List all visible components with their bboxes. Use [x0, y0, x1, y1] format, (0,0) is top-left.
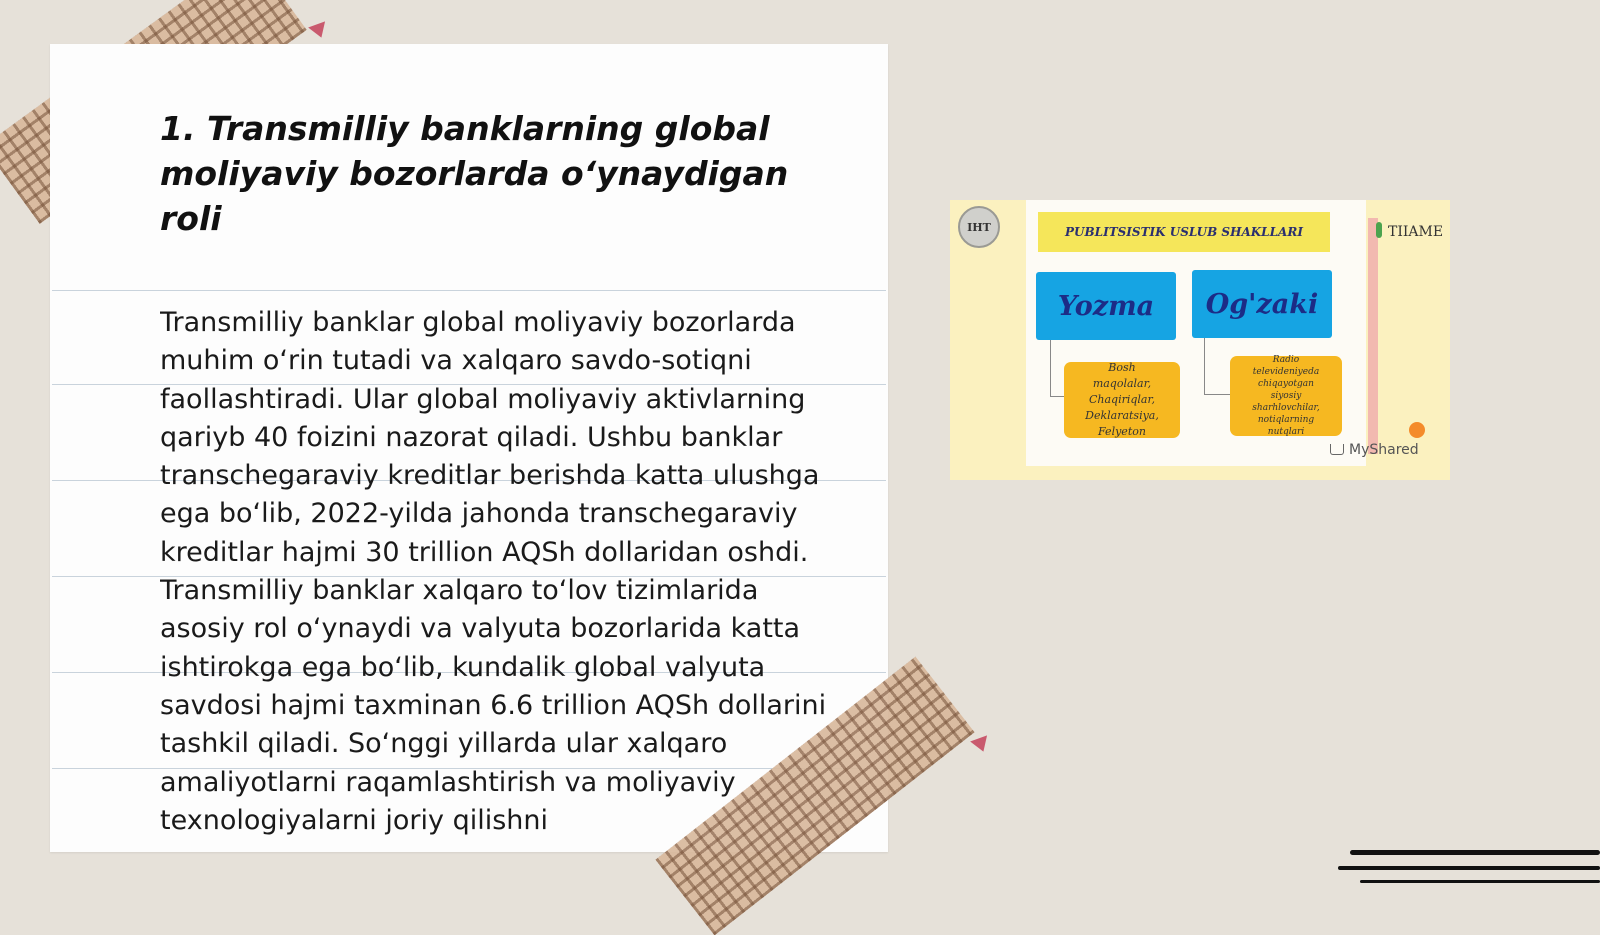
pin-icon: [308, 21, 330, 40]
pin-icon: [970, 735, 992, 754]
diagram-title: PUBLITSISTIK USLUB SHAKLLARI: [1038, 212, 1330, 252]
leaf-icon: [1376, 222, 1382, 238]
slide-body-text: Transmilliy banklar global moliyaviy bozorlarda muhim o‘rin tutadi va xalqaro savdo-sotiqni faollashtiradi. Ular global moliyaviy aktivlarning qariyb 40 foizini nazorat qiladi. Ushbu banklar transchegaraviy kreditlar berishda katta ulushga ega bo‘lib, 2022-yilda jahonda transchegaraviy kreditlar hajmi 30 trillion AQSh dollaridan oshdi. Transmilliy banklar xalqaro to‘lov tizimlarida asosiy rol o‘ynaydi va valyuta bozorlarida katta ishtirokga ega bo‘lib, kundalik global valyuta savdosi hajmi taxminan 6.6 trillion AQSh dollarini tashkil qiladi. So‘nggi yillarda ular xalqaro amaliyotlarni raqamlashtirish va moliyaviy texnologiyalarni joriy qilishni: [160, 307, 827, 836]
cart-icon: [1330, 444, 1344, 455]
embedded-diagram-image: [950, 200, 1450, 480]
diagram-box-written: Yozma: [1036, 272, 1176, 340]
brand-text: TIIAME: [1388, 224, 1444, 240]
ruled-line: [52, 290, 886, 291]
diagram-box-oral: Og'zaki: [1192, 270, 1332, 338]
institute-logo: IHT: [958, 206, 1000, 248]
scribble-stroke: [1360, 880, 1600, 883]
connector-line: [1050, 340, 1065, 397]
pink-divider: [1368, 218, 1378, 454]
watermark: [1330, 442, 1419, 458]
orange-dot: [1409, 422, 1425, 438]
diagram-subbox-oral: Radio televideniyeda chiqayotgan siyosiy sharhlovchilar, notiqlarning nutqlari: [1230, 356, 1342, 436]
watermark-text: MyShared: [1349, 442, 1419, 458]
scribble-stroke: [1350, 850, 1600, 855]
diagram-subbox-written: Bosh maqolalar, Chaqiriqlar, Deklaratsiya, Felyeton: [1064, 362, 1180, 438]
slide-title: 1. Transmilliy banklarning global moliyaviy bozorlarda o‘ynaydigan roli: [160, 109, 789, 238]
scribble-stroke: [1338, 866, 1600, 870]
connector-line: [1204, 338, 1231, 395]
diagram-area: [1026, 200, 1366, 466]
brand-label: [1376, 222, 1443, 240]
